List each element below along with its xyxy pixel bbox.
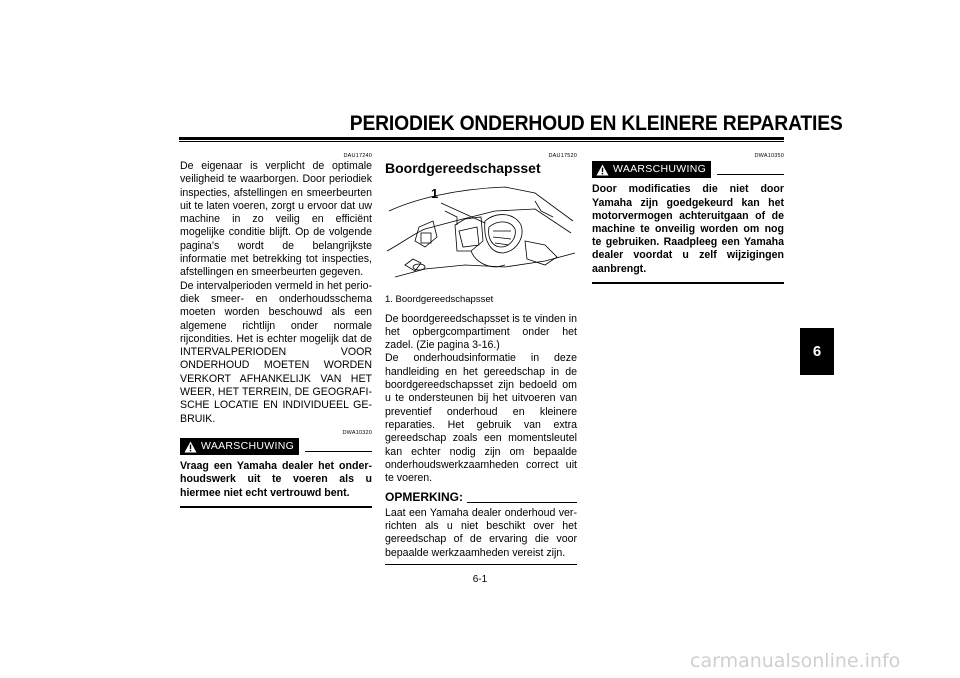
warning-text: Vraag een Yamaha dealer het onderhoudswerk uit te voeren als u hiermee niet echt vertrouwd bent. [180, 460, 372, 499]
note-label: OPMERKING: [385, 490, 463, 505]
page-number: 6-1 [472, 574, 488, 585]
column-right [592, 152, 784, 284]
toolkit-text [385, 313, 577, 486]
column-middle [385, 152, 577, 565]
warning-triangle-icon [596, 164, 609, 176]
warning-text: Door modificaties die niet door Yamaha zijn goedgekeurd kan het motorvermogen achteruitgaan of de machine te onveilig worden om nog te gebruiken. Raadpleeg een Yamaha dealer voordat u zelf wijzigingen aanbrengt. [592, 183, 784, 275]
paragraph: De intervalperioden vermeld in het periodiek smeer- en onderhoudsschema moeten worden beschouwd als een algemene richtlijn onder normale rijcondities. Het is echter mogelijk dat de INTERVALPERIODEN VOOR ONDERHOUD MOETEN WORDEN VERKORT AFHANKELIJK VAN HET WEER, HET TERREIN, DE GEOGRAFISCHE LOCATIE EN INDIVIDUEEL GEBRUIK. [180, 279, 372, 425]
title-rule [179, 137, 784, 140]
toolkit-figure [385, 181, 577, 289]
figure-callout-number: 1 [431, 186, 439, 202]
paragraph: De eigenaar is verplicht de optimale veiligheid te waarborgen. Door periodiek inspecties, afstellingen en smeerbeurten uit te laten voeren, zorgt u ervoor dat uw machine in zo veilig en efficiënt mogelijke conditie blijft. Op de volgende pagina’s wordt de belangrijkste informatie met betrekking tot inspecties, afstellingen en smeerbeurten gegeven. [180, 160, 372, 279]
reference-code: DAU17240 [343, 153, 372, 159]
paragraph: De onderhoudsinformatie in deze handleiding en het gereedschap in de boordgereedschapsset zijn bedoeld om u te ondersteunen bij het uitvoeren van preventief onderhoud en kleinere reparaties. Het gebruik van extra gereedschap zoals een momentsleutel kan echter nodig zijn om bepaalde onderhoudswerkzaamheden correct uit te voeren. [385, 352, 577, 485]
figure-caption: 1. Boordgereedschapsset [385, 294, 494, 306]
warning-rule [305, 451, 372, 452]
warning-rule [717, 174, 784, 175]
note-header [385, 491, 577, 504]
note-text: Laat een Yamaha dealer onderhoud verrichten als u niet beschikt over het gereedschap of de ervaring die voor bepaalde werkzaamheden vereist zijn. [385, 506, 577, 559]
intro-text [180, 160, 372, 426]
watermark: carmanualsonline.info [690, 650, 901, 672]
reference-code: DWA10350 [754, 153, 784, 159]
toolkit-illustration [385, 181, 577, 289]
title-rule-thin [179, 141, 784, 142]
paragraph: De boordgereedschapsset is te vinden in het opbergcompartiment onder het zadel. (Zie pagina 3-16.) [385, 312, 577, 352]
warning-label: WAARSCHUWING [201, 439, 295, 452]
page-title: PERIODIEK ONDERHOUD EN KLEINERE REPARATIES [349, 112, 843, 135]
warning-triangle-icon [184, 441, 197, 453]
warning-badge [180, 438, 299, 455]
warning-header [180, 438, 372, 455]
reference-code: DWA10320 [342, 429, 372, 436]
column-left [180, 152, 372, 508]
reference-code: DAU17520 [548, 153, 577, 159]
note-end-rule [385, 564, 577, 565]
warning-end-rule [180, 506, 372, 508]
warning-badge [592, 161, 711, 178]
warning-label: WAARSCHUWING [613, 163, 707, 175]
warning-end-rule [592, 282, 784, 284]
chapter-tab[interactable]: 6 [800, 328, 834, 375]
section-title: Boordgereedschapsset [385, 160, 541, 176]
note-rule [467, 502, 577, 503]
warning-header [592, 161, 784, 178]
